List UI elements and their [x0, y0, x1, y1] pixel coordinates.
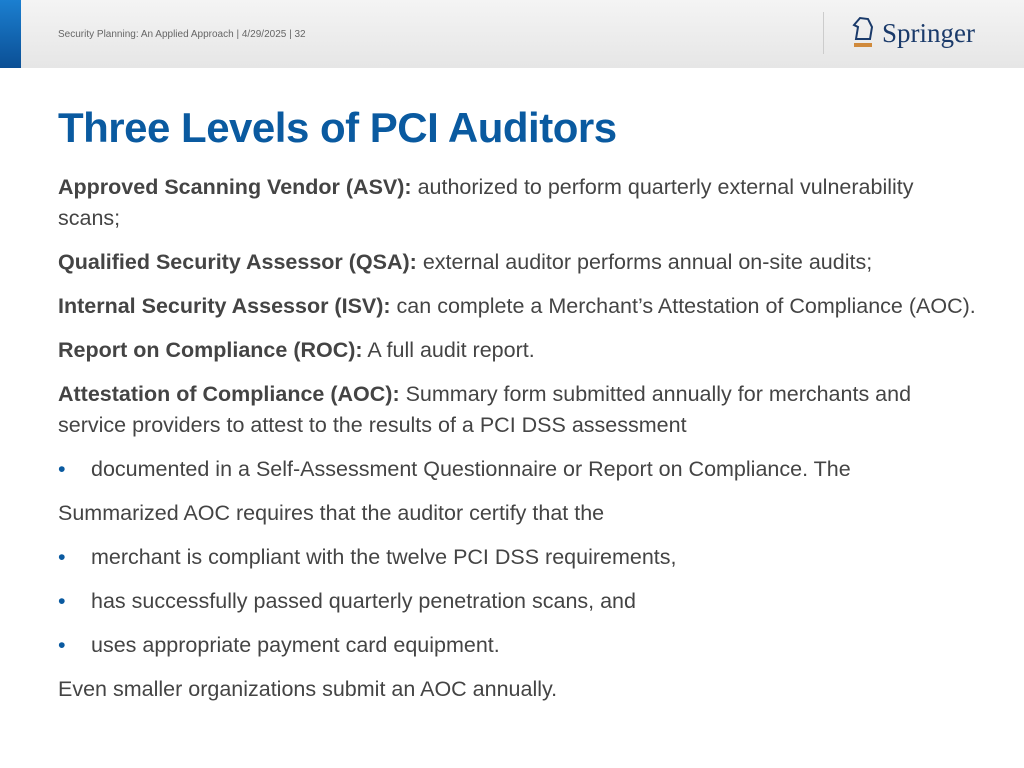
bullet-item: • documented in a Self-Assessment Questionnaire or Report on Compliance. The — [58, 454, 978, 485]
footer-text: Security Planning: An Applied Approach | 4/29/2025 | 32 — [58, 29, 306, 40]
definition-aoc: Attestation of Compliance (AOC): Summary form submitted annually for merchants and service providers to attest to the results of a PCI DSS assessment — [58, 382, 912, 437]
bullet-item: • uses appropriate payment card equipment. — [58, 630, 978, 661]
definition-isv: Internal Security Assessor (ISV): can complete a Merchant’s Attestation of Compliance (AOC). — [58, 294, 976, 318]
divider — [823, 12, 824, 54]
accent-bar — [0, 0, 21, 68]
closing-paragraph: Even smaller organizations submit an AOC annually. — [58, 677, 558, 701]
header — [0, 0, 1024, 68]
definition-asv: Approved Scanning Vendor (ASV): authorized to perform quarterly external vulnerability scans; — [58, 175, 914, 230]
bullet-icon: • — [58, 633, 66, 657]
definition-qsa: Qualified Security Assessor (QSA): external auditor performs annual on-site audits; — [58, 250, 873, 274]
bullet-icon: • — [58, 457, 66, 481]
knight-horse-icon — [850, 15, 876, 51]
slide-title: Three Levels of PCI Auditors — [58, 104, 617, 151]
bullet-item: • has successfully passed quarterly penetration scans, and — [58, 586, 978, 617]
definition-roc: Report on Compliance (ROC): A full audit report. — [58, 338, 535, 362]
bullet-icon: • — [58, 545, 66, 569]
paragraph: Summarized AOC requires that the auditor certify that the — [58, 501, 605, 525]
springer-logo: Springer — [850, 15, 975, 51]
bullet-item: • merchant is compliant with the twelve PCI DSS requirements, — [58, 542, 978, 573]
slide-body — [58, 172, 978, 718]
bullet-icon: • — [58, 589, 66, 613]
